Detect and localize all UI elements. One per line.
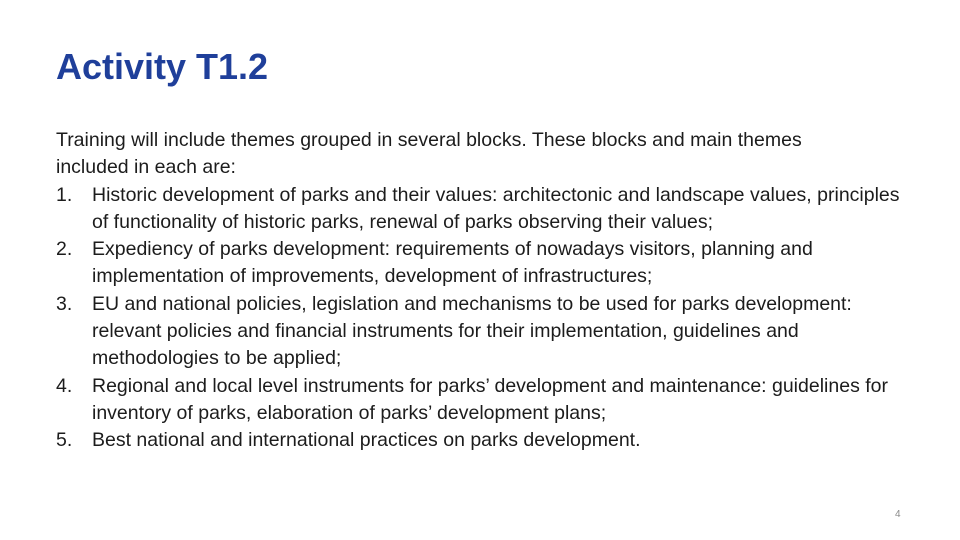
slide-body bbox=[56, 127, 916, 455]
page-number: 4 bbox=[895, 509, 901, 520]
list-item-text: Best national and international practices on parks development. bbox=[92, 429, 641, 452]
list-item-number: 5. bbox=[56, 429, 73, 452]
list-item-number: 4. bbox=[56, 374, 73, 397]
list-item bbox=[56, 291, 916, 373]
list-item-number: 3. bbox=[56, 292, 73, 315]
list-item bbox=[56, 236, 916, 291]
theme-list bbox=[56, 182, 916, 455]
slide-title: Activity T1.2 bbox=[56, 46, 269, 87]
list-item bbox=[56, 427, 916, 454]
list-item-text: Expediency of parks development: requirements of nowadays visitors, planning and implementation of improvements, development of infrastructures; bbox=[92, 238, 813, 288]
list-item bbox=[56, 373, 916, 428]
list-item-number: 2. bbox=[56, 238, 73, 261]
list-item-number: 1. bbox=[56, 183, 73, 206]
list-item-text: Historic development of parks and their values: architectonic and landscape values, principles of functionality of historic parks, renewal of parks observing their values; bbox=[92, 183, 900, 233]
list-item-text: Regional and local level instruments for parks’ development and maintenance: guidelines for inventory of parks, elaboration of parks’ development plans; bbox=[92, 374, 888, 424]
intro-paragraph: Training will include themes grouped in several blocks. These blocks and main themes included in each are: bbox=[56, 129, 802, 179]
list-item-text: EU and national policies, legislation and mechanisms to be used for parks development: relevant policies and financial instruments for their implementation, guidelines and methodologies to be applied; bbox=[92, 292, 852, 370]
list-item bbox=[56, 182, 916, 237]
